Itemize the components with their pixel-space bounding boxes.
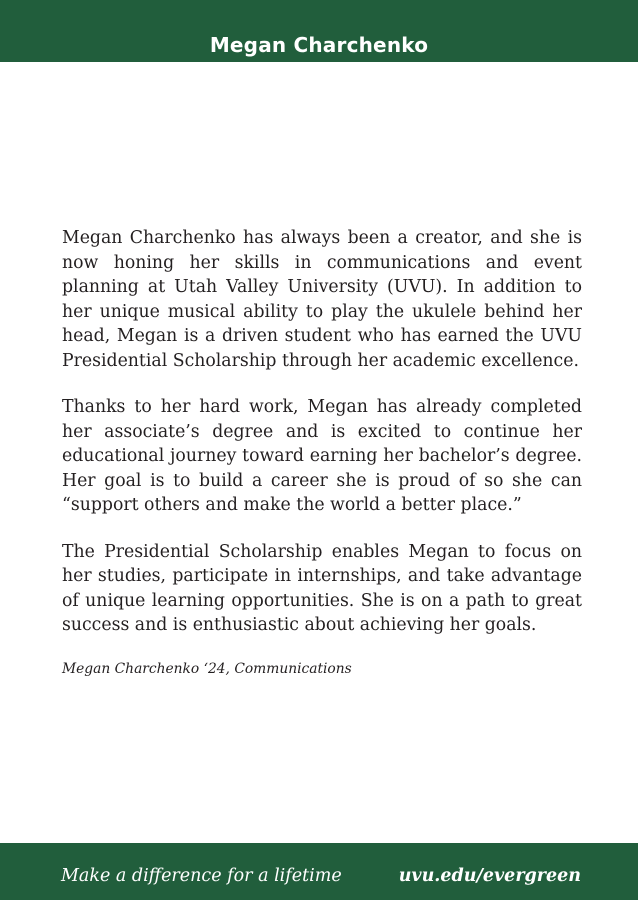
paragraph-achievements: Thanks to her hard work, Megan has already completed her associate’s degree and is excited to continue her educational journey toward earning her bachelor’s degree. Her goal is to build a career she is proud of so she can “support others and make the world a better place.” xyxy=(62,397,582,515)
paragraph-scholarship: The Presidential Scholarship enables Megan to focus on her studies, participate in internships, and take advantage of unique learning opportunities. She is on a path to great success and is enthusiastic about achieving her goals. xyxy=(62,541,582,635)
header-bar xyxy=(0,0,638,62)
footer-tagline: Make a difference for a lifetime xyxy=(61,866,342,886)
attribution: Megan Charchenko ‘24, Communications xyxy=(62,660,352,677)
paragraph-intro: Megan Charchenko has always been a creator, and she is now honing her skills in communications and event planning at Utah Valley University (UVU). In addition to her unique musical ability to play the ukulele behind her head, Megan is a driven student who has earned the UVU Presidential Scholarship through her academic excellence. xyxy=(62,228,582,371)
footer-bar xyxy=(0,843,638,900)
page-title: Megan Charchenko xyxy=(209,33,429,57)
footer-website-link[interactable]: uvu.edu/evergreen xyxy=(398,866,581,886)
profile-body xyxy=(62,226,582,700)
